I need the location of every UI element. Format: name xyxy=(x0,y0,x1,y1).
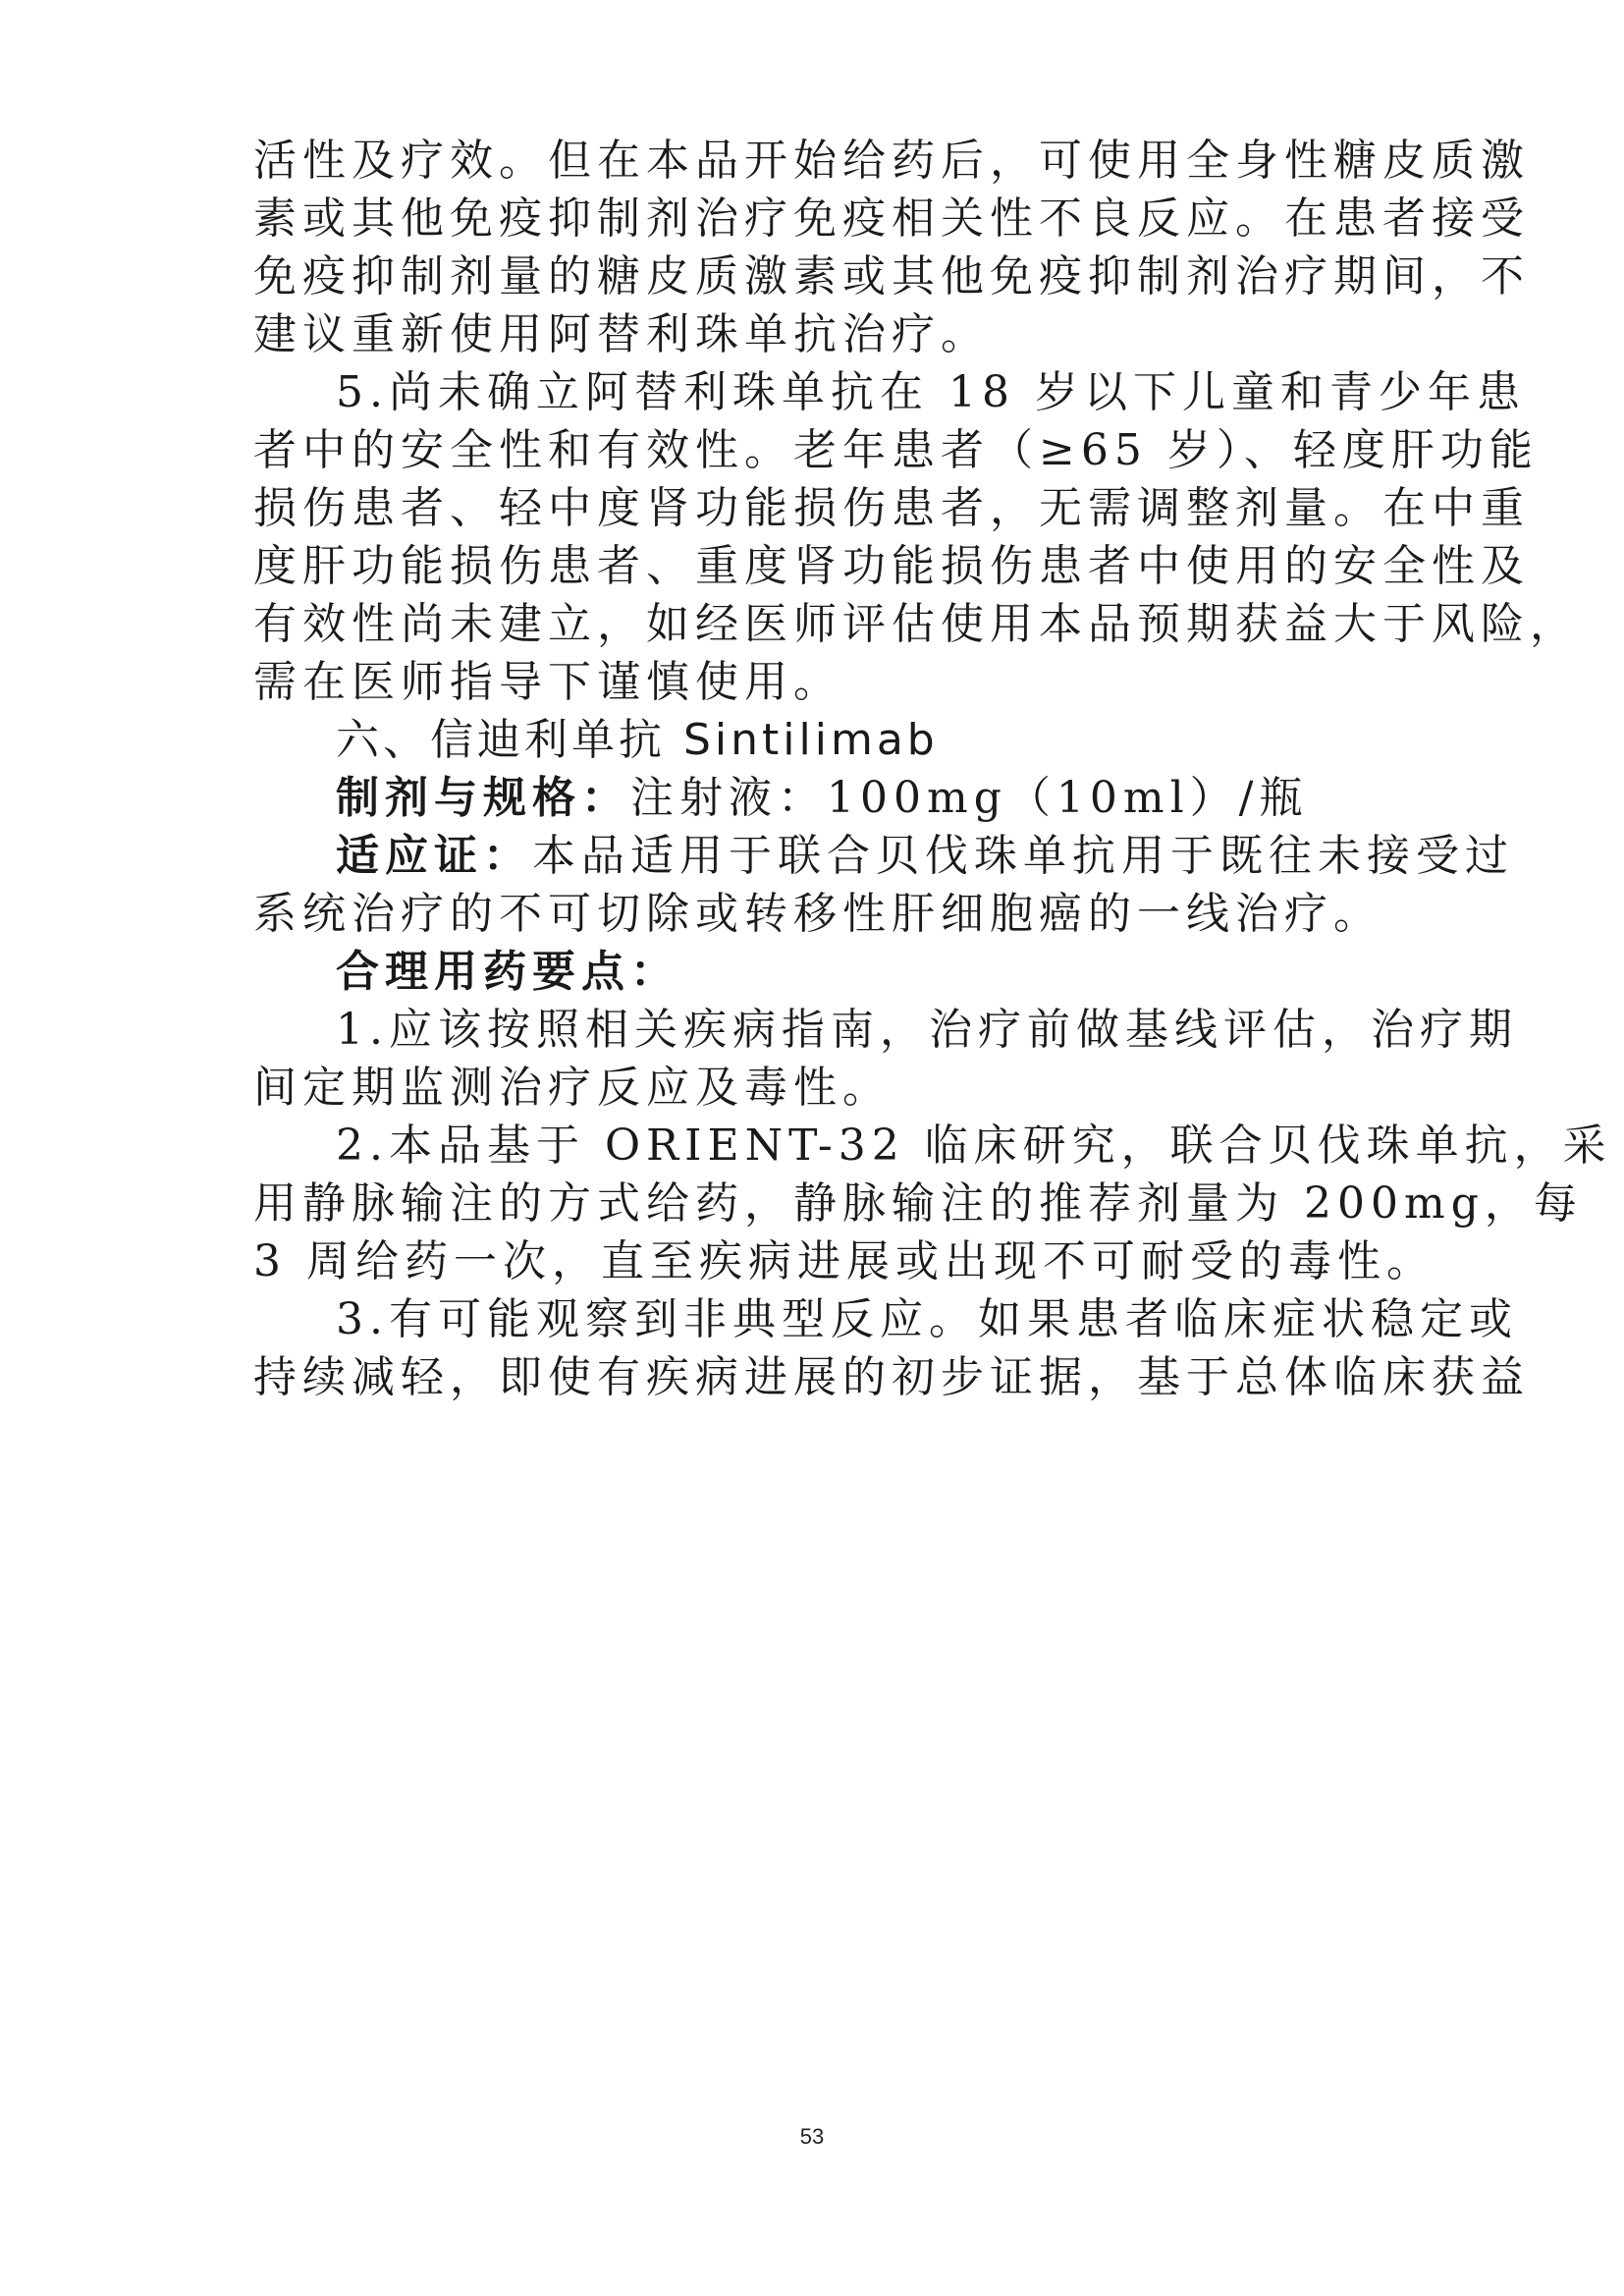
page-number: 53 xyxy=(799,2124,825,2149)
indication-label: 适应证： xyxy=(336,831,532,881)
body-text-line: 5.尚未确立阿替利珠单抗在 18 岁以下儿童和青少年患 xyxy=(336,367,1526,417)
body-text-line: 建议重新使用阿替利珠单抗治疗。 xyxy=(253,309,990,359)
body-text-line: 损伤患者、轻中度肾功能损伤患者，无需调整剂量。在中重 xyxy=(253,483,1530,533)
key-points-title: 合理用药要点： xyxy=(336,947,679,997)
body-text-line: 3 周给药一次，直至疾病进展或出现不可耐受的毒性。 xyxy=(253,1236,1435,1286)
indication-text: 本品适用于联合贝伐珠单抗用于既往未接受过 xyxy=(532,831,1514,881)
formulation-label: 制剂与规格： xyxy=(336,773,630,823)
body-text-line: 1.应该按照相关疾病指南，治疗前做基线评估，治疗期 xyxy=(336,1005,1518,1055)
body-text-line: 者中的安全性和有效性。老年患者（≥65 岁）、轻度肝功能 xyxy=(253,425,1539,475)
body-text-line: 持续减轻，即使有疾病进展的初步证据，基于总体临床获益 xyxy=(253,1352,1530,1402)
body-text-line: 用静脉输注的方式给药，静脉输注的推荐剂量为 200mg，每 xyxy=(253,1178,1583,1229)
body-text-line: 间定期监测治疗反应及毒性。 xyxy=(253,1063,892,1113)
body-text-line: 3.有可能观察到非典型反应。如果患者临床症状稳定或 xyxy=(336,1294,1518,1344)
body-text-line: 系统治疗的不可切除或转移性肝细胞癌的一线治疗。 xyxy=(253,889,1382,939)
body-text-line: 素或其他免疫抑制剂治疗免疫相关性不良反应。在患者接受 xyxy=(253,193,1530,244)
body-text-line: 活性及疗效。但在本品开始给药后，可使用全身性糖皮质激 xyxy=(253,136,1530,186)
body-text-line: 度肝功能损伤患者、重度肾功能损伤患者中使用的安全性及 xyxy=(253,541,1530,591)
body-text-line: 需在医师指导下谨慎使用。 xyxy=(253,657,842,707)
body-text-line: 有效性尚未建立，如经医师评估使用本品预期获益大于风险， xyxy=(253,599,1579,649)
formulation-text: 注射液：100mg（10ml）/瓶 xyxy=(630,773,1309,823)
body-text-line: 免疫抑制剂量的糖皮质激素或其他免疫抑制剂治疗期间，不 xyxy=(253,251,1530,301)
indication-line xyxy=(336,827,1514,886)
section-heading: 六、信迪利单抗 Sintilimab xyxy=(336,715,939,765)
body-text-line: 2.本品基于 ORIENT-32 临床研究，联合贝伐珠单抗，采 xyxy=(336,1121,1612,1171)
formulation-line xyxy=(336,769,1392,828)
